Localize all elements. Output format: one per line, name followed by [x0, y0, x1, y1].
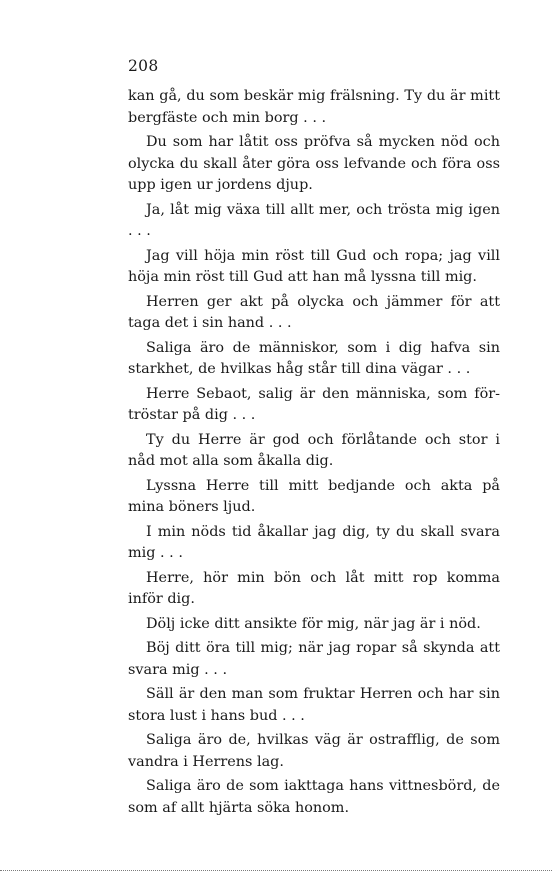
- paragraph: Saliga äro de som iakttaga hans vittnesbörd, de som af allt hjärta söka honom.: [128, 778, 500, 816]
- paragraph: Herre, hör min bön och låt mitt rop komma inför dig.: [128, 569, 500, 607]
- paragraph: I min nöds tid åkallar jag dig, ty du skall svara mig . . .: [128, 523, 500, 561]
- paragraph: kan gå, du som beskär mig frälsning. Ty du är mitt bergfäste och min borg . . .: [128, 88, 500, 126]
- body-text: [128, 86, 500, 822]
- paragraph: Ja, låt mig växa till allt mer, och trösta mig igen . . .: [128, 201, 500, 239]
- paragraph: Saliga äro de människor, som i dig hafva sin starkhet, de hvilkas håg står till dina vägar . . .: [128, 339, 500, 377]
- paragraph: Ty du Herre är god och förlåtande och stor i nåd mot alla som åkalla dig.: [128, 431, 500, 469]
- paragraph: Lyssna Herre till mitt bedjande och akta på mina böners ljud.: [128, 477, 500, 515]
- page-number: 208: [128, 57, 159, 75]
- paragraph: Säll är den man som fruktar Herren och har sin stora lust i hans bud . . .: [128, 686, 500, 724]
- paragraph: Dölj icke ditt ansikte för mig, när jag är i nöd.: [146, 615, 481, 632]
- paragraph: Jag vill höja min röst till Gud och ropa; jag vill höja min röst till Gud att han må lyssna till mig.: [128, 247, 500, 285]
- paragraph: Saliga äro de, hvilkas väg är ostrafflig, de som vandra i Herrens lag.: [128, 732, 500, 770]
- paragraph: Du som har låtit oss pröfva så mycken nöd och olycka du skall åter göra oss lefvande och föra oss upp igen ur jordens djup.: [128, 134, 500, 193]
- paragraph: Herren ger akt på olycka och jämmer för att taga det i sin hand . . .: [128, 293, 500, 331]
- paragraph: Herre Sebaot, salig är den människa, som förtröstar på dig . . .: [128, 385, 500, 423]
- page-edge-rule: [0, 870, 552, 871]
- paragraph: Böj ditt öra till mig; när jag ropar så skynda att svara mig . . .: [128, 640, 500, 678]
